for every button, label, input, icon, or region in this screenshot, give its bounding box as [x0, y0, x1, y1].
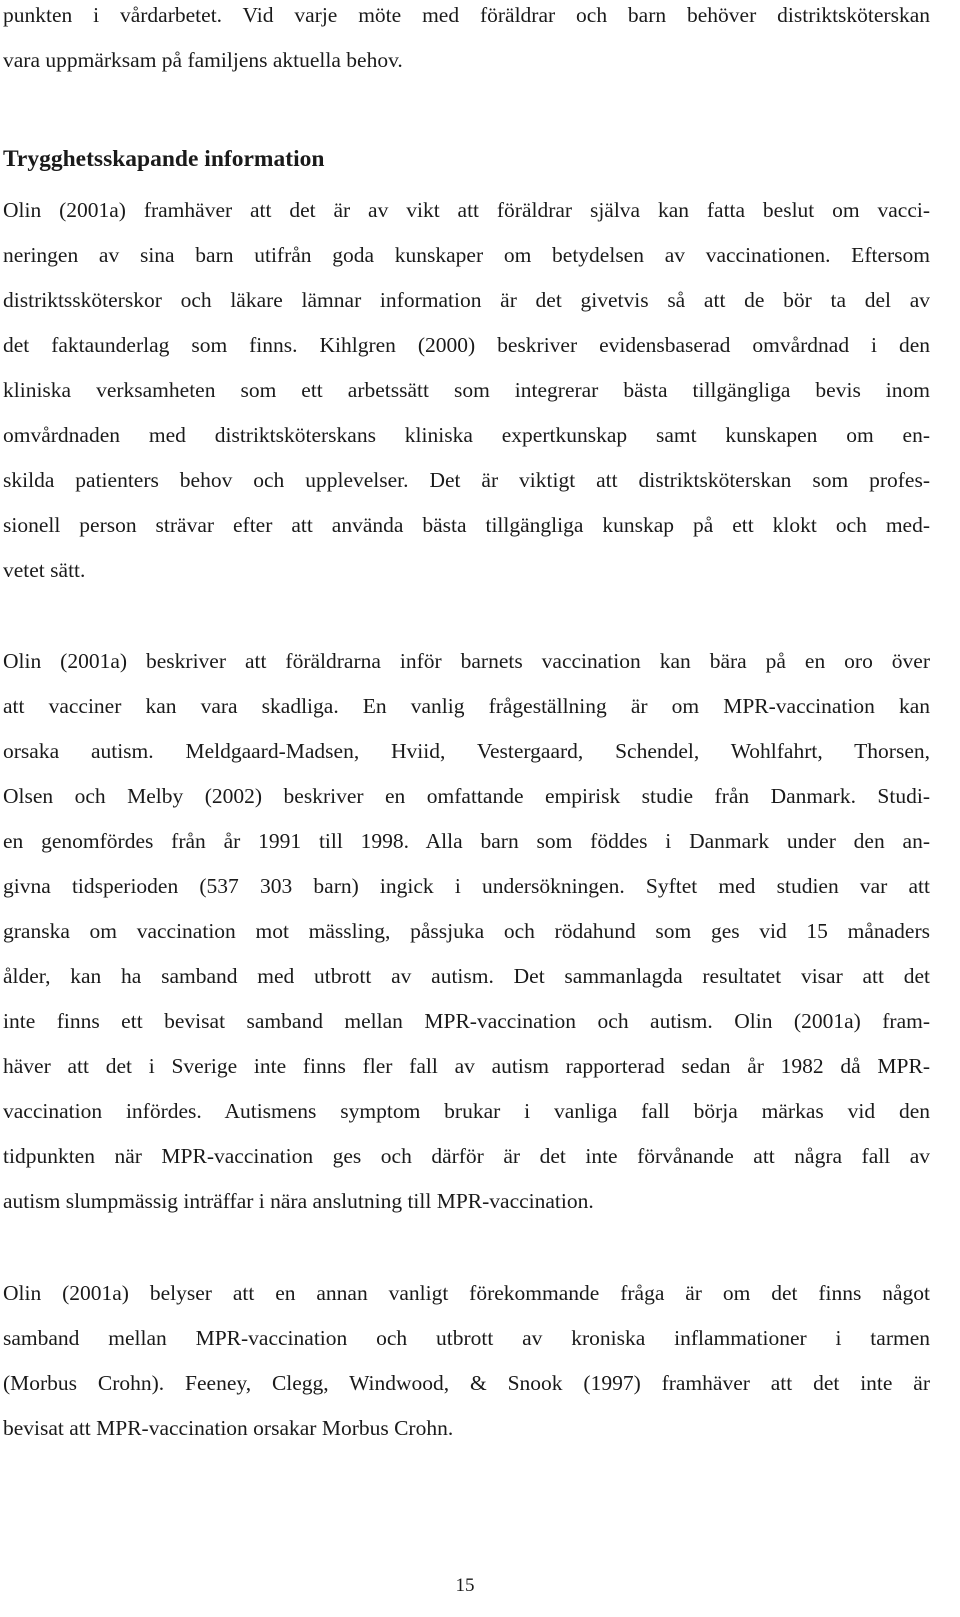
paragraph-2-line: tidpunkten när MPR-vaccination ges och därför är det inte förvånande att några fall av — [3, 1144, 930, 1168]
paragraph-1-line: det faktaunderlag som finns. Kihlgren (2000) beskriver evidensbaserad omvårdnad i den — [3, 333, 930, 357]
paragraph-2-line: vaccination infördes. Autismens symptom brukar i vanliga fall börja märkas vid den — [3, 1099, 930, 1123]
paragraph-2-line: Olsen och Melby (2002) beskriver en omfattande empirisk studie från Danmark. Studi- — [3, 784, 930, 808]
paragraph-1-line: vetet sätt. — [3, 558, 86, 582]
paragraph-1-line: skilda patienters behov och upplevelser. Det är viktigt att distriktsköterskan som profes- — [3, 468, 930, 492]
paragraph-1-line: distriktssköterskor och läkare lämnar information är det givetvis så att de bör ta del av — [3, 288, 930, 312]
paragraph-2-line: autism slumpmässig inträffar i nära anslutning till MPR-vaccination. — [3, 1189, 594, 1213]
paragraph-2-line: Olin (2001a) beskriver att föräldrarna inför barnets vaccination kan bära på en oro över — [3, 649, 930, 673]
paragraph-2-line: orsaka autism. Meldgaard-Madsen, Hviid, Vestergaard, Schendel, Wohlfahrt, Thorsen, — [3, 739, 930, 763]
top-paragraph-line: punkten i vårdarbetet. Vid varje möte med föräldrar och barn behöver distriktsköterskan — [3, 3, 930, 27]
paragraph-2-line: ålder, kan ha samband med utbrott av autism. Det sammanlagda resultatet visar att det — [3, 964, 930, 988]
paragraph-1-line: kliniska verksamheten som ett arbetssätt som integrerar bästa tillgängliga bevis inom — [3, 378, 930, 402]
paragraph-2-line: givna tidsperioden (537 303 barn) ingick i undersökningen. Syftet med studien var att — [3, 874, 930, 898]
paragraph-2-line: inte finns ett bevisat samband mellan MPR-vaccination och autism. Olin (2001a) fram- — [3, 1009, 930, 1033]
page-number: 15 — [455, 1575, 475, 1596]
paragraph-3-line: bevisat att MPR-vaccination orsakar Morbus Crohn. — [3, 1416, 454, 1440]
paragraph-2-line: häver att det i Sverige inte finns fler fall av autism rapporterad sedan år 1982 då MPR- — [3, 1054, 930, 1078]
paragraph-2-line: en genomfördes från år 1991 till 1998. Alla barn som föddes i Danmark under den an- — [3, 829, 930, 853]
top-paragraph-line: vara uppmärksam på familjens aktuella behov. — [3, 48, 403, 72]
paragraph-2-line: granska om vaccination mot mässling, påssjuka och rödahund som ges vid 15 månaders — [3, 919, 930, 943]
section-heading: Trygghetsskapande information — [3, 146, 325, 172]
paragraph-1-line: sionell person strävar efter att använda bästa tillgängliga kunskap på ett klokt och med- — [3, 513, 930, 537]
paragraph-1-line: neringen av sina barn utifrån goda kunskaper om betydelsen av vaccinationen. Eftersom — [3, 243, 930, 267]
paragraph-3-line: (Morbus Crohn). Feeney, Clegg, Windwood, & Snook (1997) framhäver att det inte är — [3, 1371, 930, 1395]
paragraph-3-line: Olin (2001a) belyser att en annan vanligt förekommande fråga är om det finns något — [3, 1281, 930, 1305]
paragraph-3-line: samband mellan MPR-vaccination och utbrott av kroniska inflammationer i tarmen — [3, 1326, 930, 1350]
paragraph-2-line: att vacciner kan vara skadliga. En vanlig frågeställning är om MPR-vaccination kan — [3, 694, 930, 718]
paragraph-1-line: Olin (2001a) framhäver att det är av vikt att föräldrar själva kan fatta beslut om vacci- — [3, 198, 930, 222]
paragraph-1-line: omvårdnaden med distriktsköterskans kliniska expertkunskap samt kunskapen om en- — [3, 423, 930, 447]
